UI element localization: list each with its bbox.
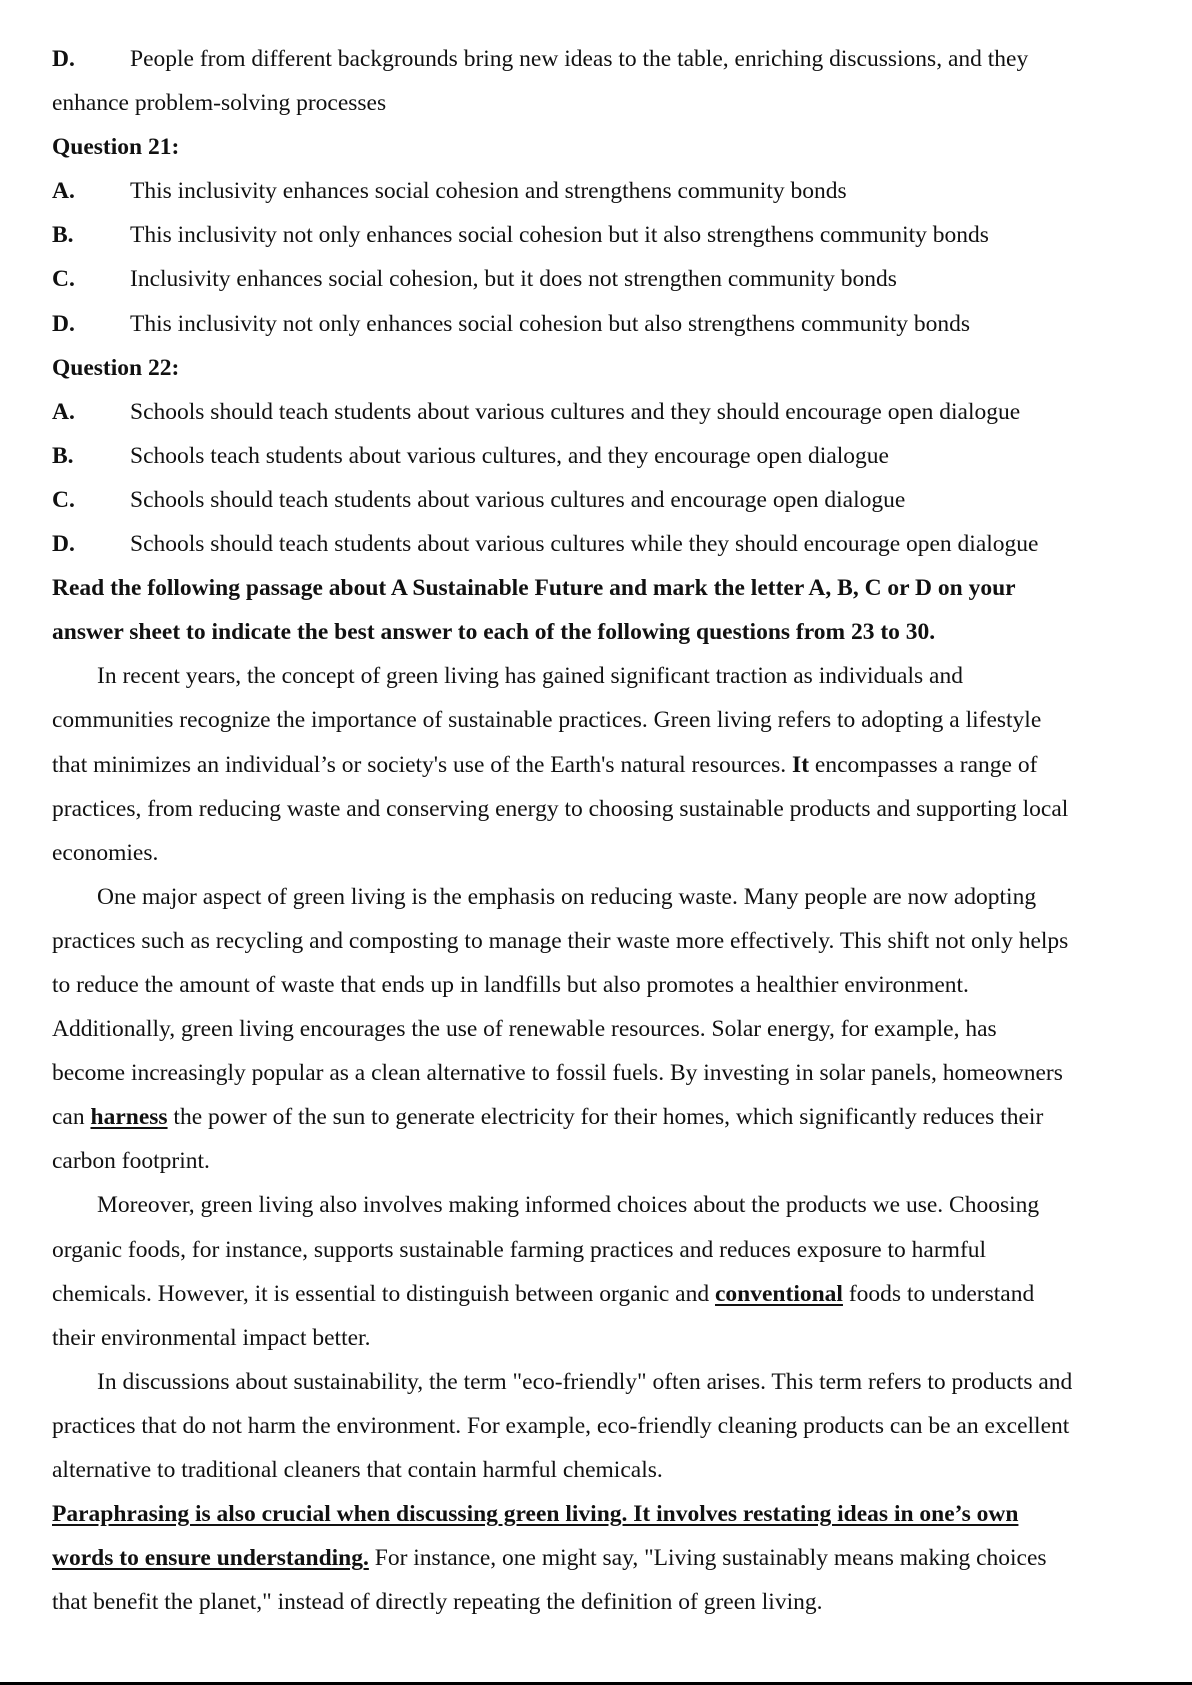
underlined-word-conventional: conventional bbox=[715, 1280, 843, 1307]
option-letter: B. bbox=[52, 222, 74, 249]
passage-line: In recent years, the concept of green living has gained significant traction as individuals and bbox=[97, 663, 963, 690]
text-run: that minimizes an individual’s or society's use of the Earth's natural resources. bbox=[52, 751, 793, 778]
passage-line bbox=[52, 1492, 1164, 1536]
option-text: Schools should teach students about various cultures and they should encourage open dialogue bbox=[130, 398, 1021, 425]
q20-option-d bbox=[52, 37, 1164, 81]
option-letter: D. bbox=[52, 310, 75, 337]
passage-line: organic foods, for instance, supports sustainable farming practices and reduces exposure to harmful bbox=[52, 1236, 987, 1263]
question-21-title: Question 21: bbox=[52, 134, 180, 161]
q22-option-c bbox=[52, 478, 1164, 522]
q22-option-b bbox=[52, 434, 1164, 478]
q21-option-c bbox=[52, 257, 1164, 301]
passage-line: become increasingly popular as a clean alternative to fossil fuels. By investing in solar panels, homeowners bbox=[52, 1060, 1063, 1087]
option-letter: C. bbox=[52, 266, 75, 293]
text-run: can bbox=[52, 1104, 91, 1131]
option-text: Inclusivity enhances social cohesion, but it does not strengthen community bonds bbox=[130, 266, 897, 293]
passage-line bbox=[52, 1272, 1164, 1316]
text-run: the power of the sun to generate electricity for their homes, which significantly reduces their bbox=[167, 1104, 1044, 1131]
q22-option-d bbox=[52, 522, 1164, 566]
q22-option-a bbox=[52, 390, 1164, 434]
underlined-sentence: Paraphrasing is also crucial when discussing green living. It involves restating ideas in one’s own bbox=[52, 1501, 1019, 1528]
passage-line: practices such as recycling and composting to manage their waste more effectively. This shift not only helps bbox=[52, 927, 1069, 954]
passage-line: alternative to traditional cleaners that contain harmful chemicals. bbox=[52, 1457, 663, 1483]
passage-paragraph-5 bbox=[52, 1492, 1164, 1624]
passage-line bbox=[52, 1536, 1164, 1580]
passage-line: Additionally, green living encourages the use of renewable resources. Solar energy, for example, has bbox=[52, 1016, 997, 1043]
reading-instructions-line-1: Read the following passage about A Sustainable Future and mark the letter A, B, C or D on your bbox=[52, 575, 1016, 602]
q20-option-d-continued: enhance problem-solving processes bbox=[52, 90, 387, 117]
reading-instructions-line-2: answer sheet to indicate the best answer to each of the following questions from 23 to 30. bbox=[52, 619, 936, 646]
option-letter: B. bbox=[52, 442, 74, 469]
q21-option-b bbox=[52, 213, 1164, 257]
passage-line: their environmental impact better. bbox=[52, 1324, 371, 1351]
passage-line bbox=[52, 1095, 1164, 1139]
text-run: For instance, one might say, "Living sustainably means making choices bbox=[368, 1545, 1047, 1572]
underlined-word-harness: harness bbox=[90, 1104, 168, 1131]
text-run: encompasses a range of bbox=[809, 751, 1038, 778]
option-text: People from different backgrounds bring new ideas to the table, enriching discussions, and they bbox=[130, 46, 1029, 72]
passage-line: practices that do not harm the environment. For example, eco-friendly cleaning products can be an excellent bbox=[52, 1412, 1070, 1439]
passage-paragraph-3 bbox=[52, 1183, 1164, 1359]
text-run: chemicals. However, it is essential to distinguish between organic and bbox=[52, 1280, 715, 1307]
option-letter: A. bbox=[52, 178, 75, 205]
passage-line: communities recognize the importance of sustainable practices. Green living refers to adopting a lifestyle bbox=[52, 707, 1042, 734]
option-text: This inclusivity not only enhances social cohesion but also strengthens community bonds bbox=[130, 310, 971, 337]
q21-option-a bbox=[52, 169, 1164, 213]
passage-line: In discussions about sustainability, the term "eco-friendly" often arises. This term refers to products and bbox=[97, 1368, 1073, 1395]
passage-line: that benefit the planet," instead of directly repeating the definition of green living. bbox=[52, 1589, 823, 1616]
passage-line: One major aspect of green living is the emphasis on reducing waste. Many people are now adopting bbox=[97, 883, 1037, 910]
text-run: foods to understand bbox=[842, 1280, 1035, 1307]
passage-paragraph-4 bbox=[52, 1360, 1164, 1492]
passage-line: carbon footprint. bbox=[52, 1148, 210, 1175]
option-text: Schools should teach students about various cultures while they should encourage open dialogue bbox=[130, 531, 1039, 558]
passage-paragraph-2 bbox=[52, 875, 1164, 1184]
passage-line: to reduce the amount of waste that ends up in landfills but also promotes a healthier environment. bbox=[52, 971, 969, 998]
q21-option-d bbox=[52, 302, 1164, 346]
passage-line: economies. bbox=[52, 839, 159, 866]
option-letter: A. bbox=[52, 398, 75, 425]
option-text: This inclusivity not only enhances social cohesion but it also strengthens community bonds bbox=[130, 222, 989, 249]
passage-line: Moreover, green living also involves making informed choices about the products we use. Choosing bbox=[97, 1192, 1040, 1219]
option-letter: D. bbox=[52, 46, 75, 72]
option-text: Schools should teach students about various cultures and encourage open dialogue bbox=[130, 486, 906, 513]
passage-line: practices, from reducing waste and conserving energy to choosing sustainable products and supporting local bbox=[52, 795, 1069, 822]
option-text: Schools teach students about various cultures, and they encourage open dialogue bbox=[130, 442, 889, 469]
underlined-sentence: words to ensure understanding. bbox=[52, 1545, 369, 1572]
bold-referent-it: It bbox=[792, 751, 810, 778]
question-22-title: Question 22: bbox=[52, 354, 180, 381]
document-page bbox=[52, 37, 1164, 1624]
option-letter: C. bbox=[52, 486, 75, 513]
passage-paragraph-1 bbox=[52, 654, 1164, 874]
option-text: This inclusivity enhances social cohesion and strengthens community bonds bbox=[130, 178, 847, 205]
option-letter: D. bbox=[52, 531, 75, 558]
passage-line bbox=[52, 743, 1164, 787]
